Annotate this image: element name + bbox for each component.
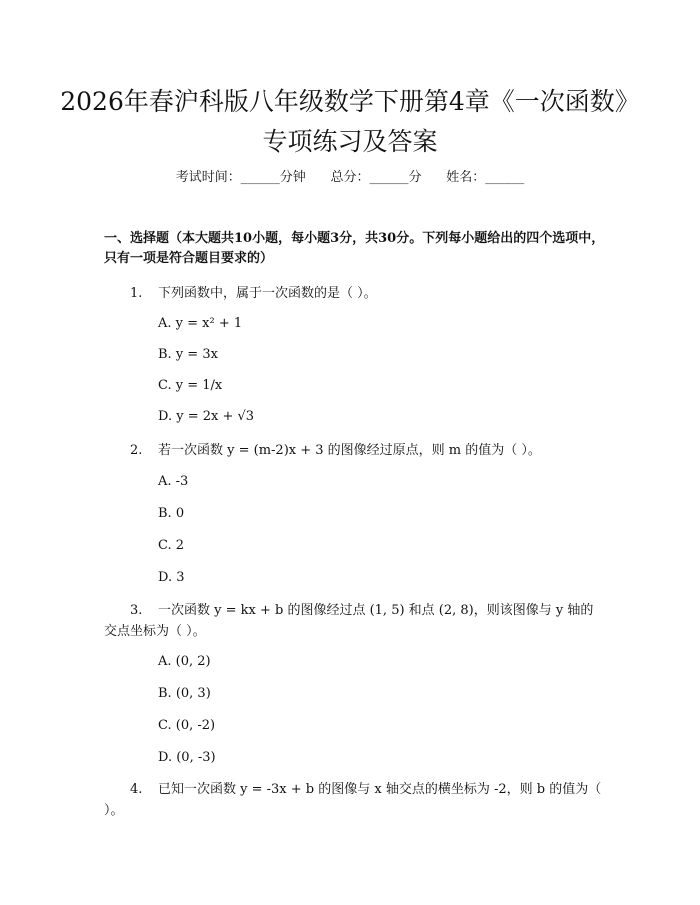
question-stem: 一次函数 y = kx + b 的图像经过点 (1, 5) 和点 (2, 8)，则该图像与 y 轴的交点坐标为（ ）。 xyxy=(104,603,594,639)
question-stem: 已知一次函数 y = -3x + b 的图像与 x 轴交点的横坐标为 -2，则 b 的值为（ ）。 xyxy=(104,782,602,818)
section-heading: 一、选择题（本大题共10小题，每小题3分，共30分。下列每小题给出的四个选项中，只有一项是符合题目要求的） xyxy=(104,231,605,266)
question-1-option-c: C. y = 1/x xyxy=(158,378,223,393)
question-3-option-a: A. (0, 2) xyxy=(158,654,211,669)
question-number: 3. xyxy=(130,603,143,618)
document-title: 2026年春沪科版八年级数学下册第4章《一次函数》专项练习及答案 xyxy=(60,87,640,156)
exam-info-line: 考试时间：______分钟 总分：______分 姓名：______ xyxy=(175,170,525,185)
question-1-option-b: B. y = 3x xyxy=(158,347,218,362)
question-number: 2. xyxy=(130,443,143,458)
question-1 xyxy=(104,283,604,304)
question-1-option-d: D. y = 2x + √3 xyxy=(158,409,255,424)
question-3-option-c: C. (0, -2) xyxy=(158,718,216,733)
question-2-option-c: C. 2 xyxy=(158,538,185,553)
question-2 xyxy=(104,440,604,461)
question-4 xyxy=(104,779,604,821)
question-1-option-a: A. y = x² + 1 xyxy=(158,316,243,331)
question-2-option-a: A. -3 xyxy=(158,474,189,489)
question-2-option-d: D. 3 xyxy=(158,570,185,585)
question-3-option-b: B. (0, 3) xyxy=(158,686,211,701)
question-stem: 若一次函数 y = (m-2)x + 3 的图像经过原点，则 m 的值为（ ）。 xyxy=(158,443,541,458)
question-number: 1. xyxy=(130,286,143,301)
question-3 xyxy=(104,600,604,642)
question-2-option-b: B. 0 xyxy=(158,506,185,521)
question-3-option-d: D. (0, -3) xyxy=(158,750,216,765)
question-number: 4. xyxy=(130,782,143,797)
question-stem: 下列函数中，属于一次函数的是（ ）。 xyxy=(158,286,377,301)
